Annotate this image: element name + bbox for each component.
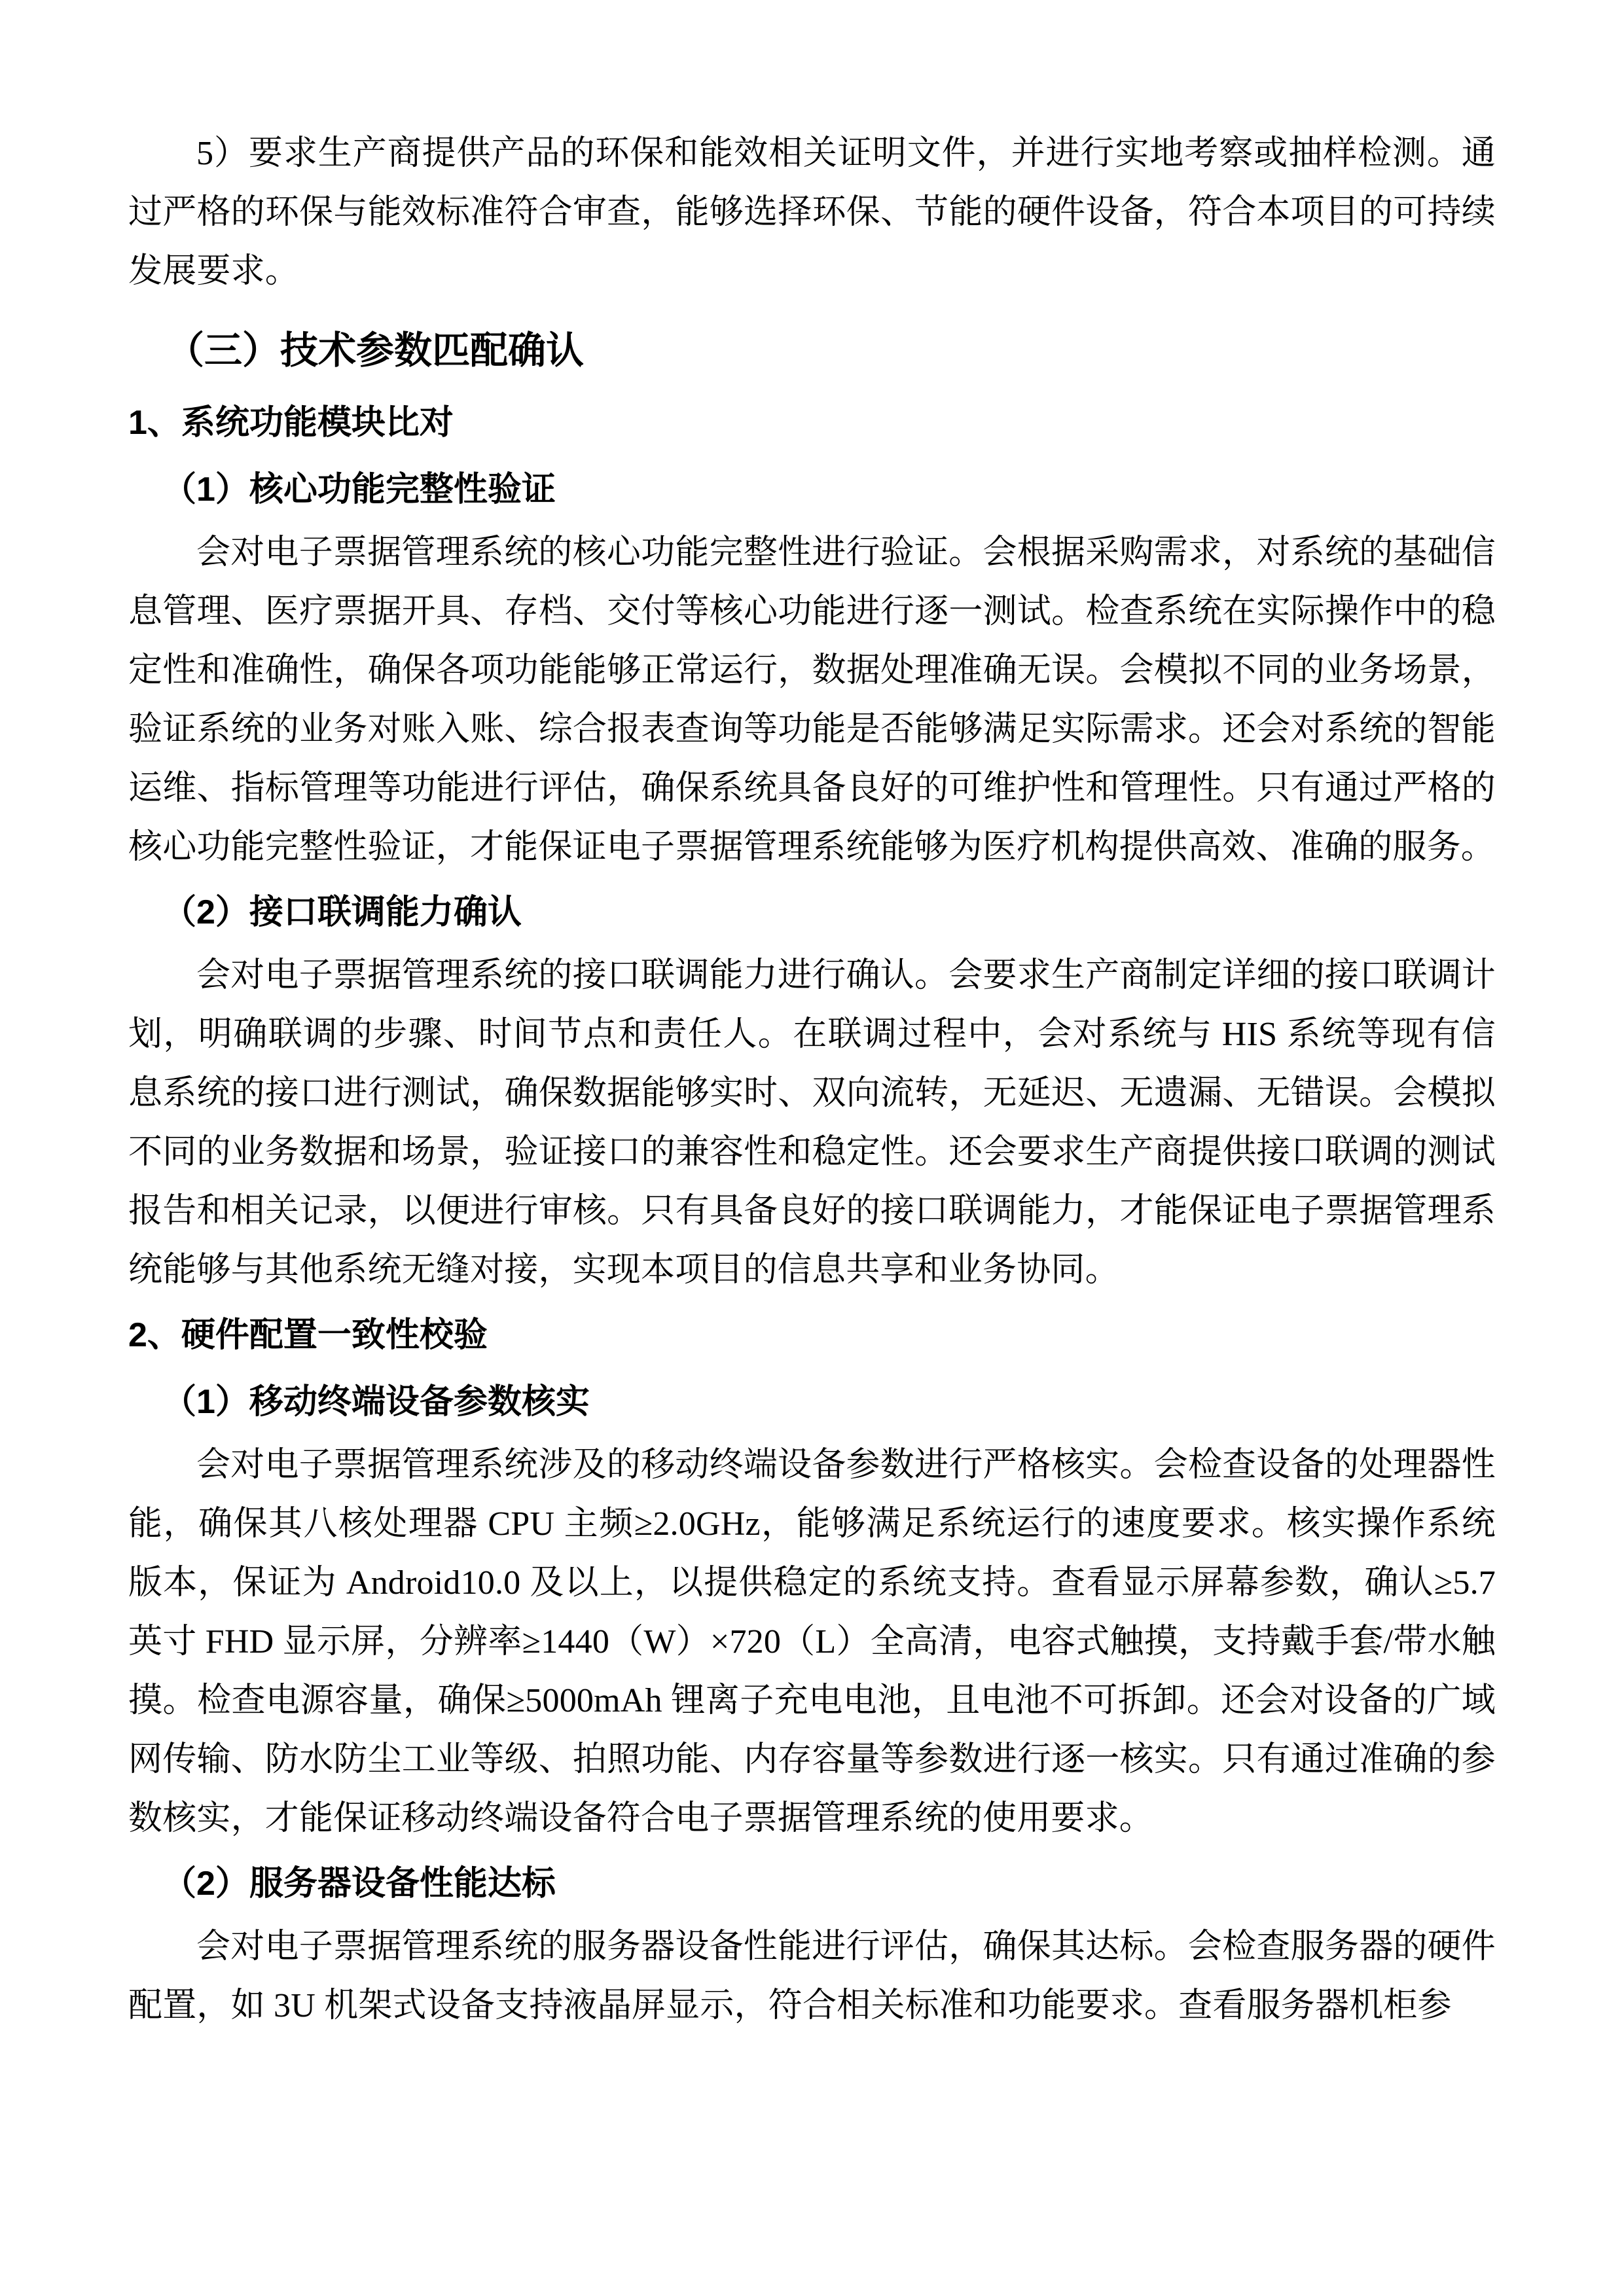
- item-heading-core-function-integrity-verification: （1）核心功能完整性验证: [162, 471, 556, 509]
- item-body-mobile-terminal-parameter-verification: 会对电子票据管理系统涉及的移动终端设备参数进行严格核实。会检查设备的处理器性能，确保其八核处理器 CPU 主频≥2.0GHz，能够满足系统运行的速度要求。核实操作系统版本，保证为 Android10.0 及以上，以提供稳定的系统支持。查看显示屏幕参数，确认≥5.7 英寸 FHD 显示屏，分辨率≥1440（W）×720（L）全高清，电容式触摸，支持戴手套/带水触摸。检查电源容量，确保≥5000mAh 锂离子充电电池，且电池不可拆卸。还会对设备的广域网传输、防水防尘工业等级、拍照功能、内存容量等参数进行逐一核实。只有通过准确的参数核实，才能保证移动终端设备符合电子票据管理系统的使用要求。: [128, 1446, 1496, 1837]
- item-body-interface-joint-debugging-capability: 会对电子票据管理系统的接口联调能力进行确认。会要求生产商制定详细的接口联调计划，明确联调的步骤、时间节点和责任人。在联调过程中，会对系统与 HIS 系统等现有信息系统的接口进行测试，确保数据能够实时、双向流转，无延迟、无遗漏、无错误。会模拟不同的业务数据和场景，验证接口的兼容性和稳定性。还会要求生产商提供接口联调的测试报告和相关记录，以便进行审核。只有具备良好的接口联调能力，才能保证电子票据管理系统能够与其他系统无缝对接，实现本项目的信息共享和业务协同。: [128, 957, 1496, 1289]
- item-body-server-equipment-performance: 会对电子票据管理系统的服务器设备性能进行评估，确保其达标。会检查服务器的硬件配置，如 3U 机架式设备支持液晶屏显示，符合相关标准和功能要求。查看服务器机柜参: [128, 1928, 1496, 2024]
- subsection-heading-system-function-module-comparison: 1、系统功能模块比对: [128, 404, 454, 442]
- item-heading-server-equipment-performance: （2）服务器设备性能达标: [162, 1865, 556, 1903]
- section-heading-technical-parameter-matching: （三）技术参数匹配确认: [166, 329, 585, 372]
- item-heading-mobile-terminal-parameter-verification: （1）移动终端设备参数核实: [162, 1383, 590, 1421]
- subsection-heading-hardware-configuration-consistency: 2、硬件配置一致性校验: [128, 1316, 488, 1354]
- intro-paragraph: 5）要求生产商提供产品的环保和能效相关证明文件，并进行实地考察或抽样检测。通过严格的环保与能效标准符合审查，能够选择环保、节能的硬件设备，符合本项目的可持续发展要求。: [128, 135, 1496, 290]
- item-body-core-function-integrity-verification: 会对电子票据管理系统的核心功能完整性进行验证。会根据采购需求，对系统的基础信息管理、医疗票据开具、存档、交付等核心功能进行逐一测试。检查系统在实际操作中的稳定性和准确性，确保各项功能能够正常运行，数据处理准确无误。会模拟不同的业务场景，验证系统的业务对账入账、综合报表查询等功能是否能够满足实际需求。还会对系统的智能运维、指标管理等功能进行评估，确保系统具备良好的可维护性和管理性。只有通过严格的核心功能完整性验证，才能保证电子票据管理系统能够为医疗机构提供高效、准确的服务。: [128, 534, 1496, 866]
- document-body: [128, 124, 1496, 2036]
- item-heading-interface-joint-debugging-capability: （2）接口联调能力确认: [162, 893, 522, 931]
